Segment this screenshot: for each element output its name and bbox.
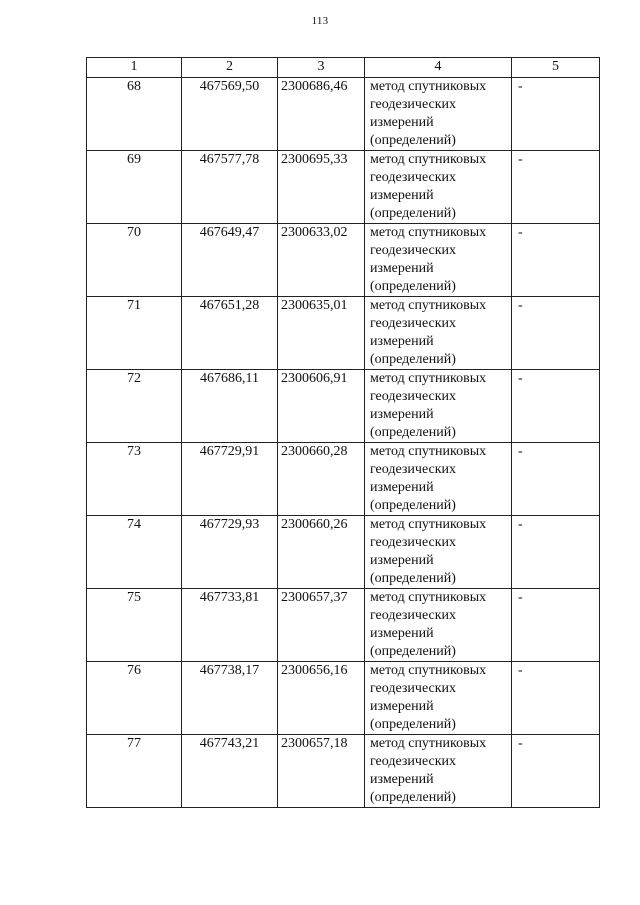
table-row [87, 735, 600, 808]
method-cell [365, 662, 512, 735]
point-number-cell: 76 [87, 662, 182, 735]
x-coordinate-cell: 467729,93 [182, 516, 278, 589]
method-cell [365, 78, 512, 151]
table-row [87, 443, 600, 516]
table-row [87, 78, 600, 151]
y-coordinate-cell: 2300686,46 [278, 78, 365, 151]
method-line: измерений [370, 480, 434, 495]
method-line: (определений) [370, 133, 456, 148]
x-coordinate-cell: 467738,17 [182, 662, 278, 735]
header-cell: 4 [365, 58, 512, 78]
method-line: (определений) [370, 206, 456, 221]
method-line: геодезических [370, 170, 457, 185]
method-line: измерений [370, 334, 434, 349]
method-line: метод спутниковых [370, 590, 487, 605]
header-cell: 3 [278, 58, 365, 78]
header-cell: 2 [182, 58, 278, 78]
header-cell: 5 [512, 58, 600, 78]
method-line: (определений) [370, 279, 456, 294]
point-number-cell: 68 [87, 78, 182, 151]
y-coordinate-cell: 2300606,91 [278, 370, 365, 443]
method-line: метод спутниковых [370, 371, 487, 386]
x-coordinate-cell: 467743,21 [182, 735, 278, 808]
point-number-cell: 73 [87, 443, 182, 516]
y-coordinate-cell: 2300660,28 [278, 443, 365, 516]
note-cell: - [512, 662, 600, 735]
method-cell [365, 224, 512, 297]
method-cell [365, 443, 512, 516]
x-coordinate-cell: 467686,11 [182, 370, 278, 443]
method-line: (определений) [370, 717, 456, 732]
table-row [87, 662, 600, 735]
method-line: (определений) [370, 498, 456, 513]
y-coordinate-cell: 2300695,33 [278, 151, 365, 224]
method-line: геодезических [370, 462, 457, 477]
method-line: измерений [370, 115, 434, 130]
page-number: 113 [311, 15, 329, 27]
note-cell: - [512, 443, 600, 516]
y-coordinate-cell: 2300633,02 [278, 224, 365, 297]
method-line: метод спутниковых [370, 663, 487, 678]
method-cell [365, 516, 512, 589]
point-number-cell: 71 [87, 297, 182, 370]
x-coordinate-cell: 467733,81 [182, 589, 278, 662]
method-line: измерений [370, 772, 434, 787]
point-number-cell: 69 [87, 151, 182, 224]
x-coordinate-cell: 467577,78 [182, 151, 278, 224]
method-cell [365, 370, 512, 443]
method-line: геодезических [370, 243, 457, 258]
method-line: геодезических [370, 535, 457, 550]
method-line: измерений [370, 261, 434, 276]
method-line: метод спутниковых [370, 736, 487, 751]
method-line: геодезических [370, 608, 457, 623]
table-row [87, 151, 600, 224]
coordinates-table [86, 57, 600, 808]
method-line: (определений) [370, 644, 456, 659]
note-cell: - [512, 370, 600, 443]
y-coordinate-cell: 2300657,18 [278, 735, 365, 808]
table-row [87, 224, 600, 297]
method-line: (определений) [370, 571, 456, 586]
y-coordinate-cell: 2300660,26 [278, 516, 365, 589]
note-cell: - [512, 516, 600, 589]
method-line: (определений) [370, 790, 456, 805]
table-row [87, 516, 600, 589]
y-coordinate-cell: 2300635,01 [278, 297, 365, 370]
method-line: геодезических [370, 389, 457, 404]
method-line: метод спутниковых [370, 152, 487, 167]
method-cell [365, 735, 512, 808]
x-coordinate-cell: 467569,50 [182, 78, 278, 151]
point-number-cell: 70 [87, 224, 182, 297]
method-cell [365, 589, 512, 662]
note-cell: - [512, 589, 600, 662]
note-cell: - [512, 78, 600, 151]
method-line: измерений [370, 553, 434, 568]
table-body [87, 78, 600, 808]
method-line: метод спутниковых [370, 517, 487, 532]
x-coordinate-cell: 467729,91 [182, 443, 278, 516]
table-row [87, 589, 600, 662]
note-cell: - [512, 297, 600, 370]
method-line: измерений [370, 188, 434, 203]
point-number-cell: 74 [87, 516, 182, 589]
method-line: метод спутниковых [370, 444, 487, 459]
table-row [87, 297, 600, 370]
method-line: (определений) [370, 425, 456, 440]
method-line: измерений [370, 699, 434, 714]
method-line: измерений [370, 407, 434, 422]
table-row [87, 370, 600, 443]
method-cell [365, 297, 512, 370]
method-line: метод спутниковых [370, 225, 487, 240]
method-line: геодезических [370, 754, 457, 769]
x-coordinate-cell: 467649,47 [182, 224, 278, 297]
y-coordinate-cell: 2300656,16 [278, 662, 365, 735]
note-cell: - [512, 735, 600, 808]
point-number-cell: 75 [87, 589, 182, 662]
method-line: геодезических [370, 681, 457, 696]
method-cell [365, 151, 512, 224]
point-number-cell: 77 [87, 735, 182, 808]
method-line: (определений) [370, 352, 456, 367]
y-coordinate-cell: 2300657,37 [278, 589, 365, 662]
note-cell: - [512, 224, 600, 297]
point-number-cell: 72 [87, 370, 182, 443]
method-line: геодезических [370, 316, 457, 331]
method-line: измерений [370, 626, 434, 641]
method-line: метод спутниковых [370, 79, 487, 94]
table-header-row [87, 58, 600, 78]
note-cell: - [512, 151, 600, 224]
header-cell: 1 [87, 58, 182, 78]
method-line: метод спутниковых [370, 298, 487, 313]
method-line: геодезических [370, 97, 457, 112]
x-coordinate-cell: 467651,28 [182, 297, 278, 370]
